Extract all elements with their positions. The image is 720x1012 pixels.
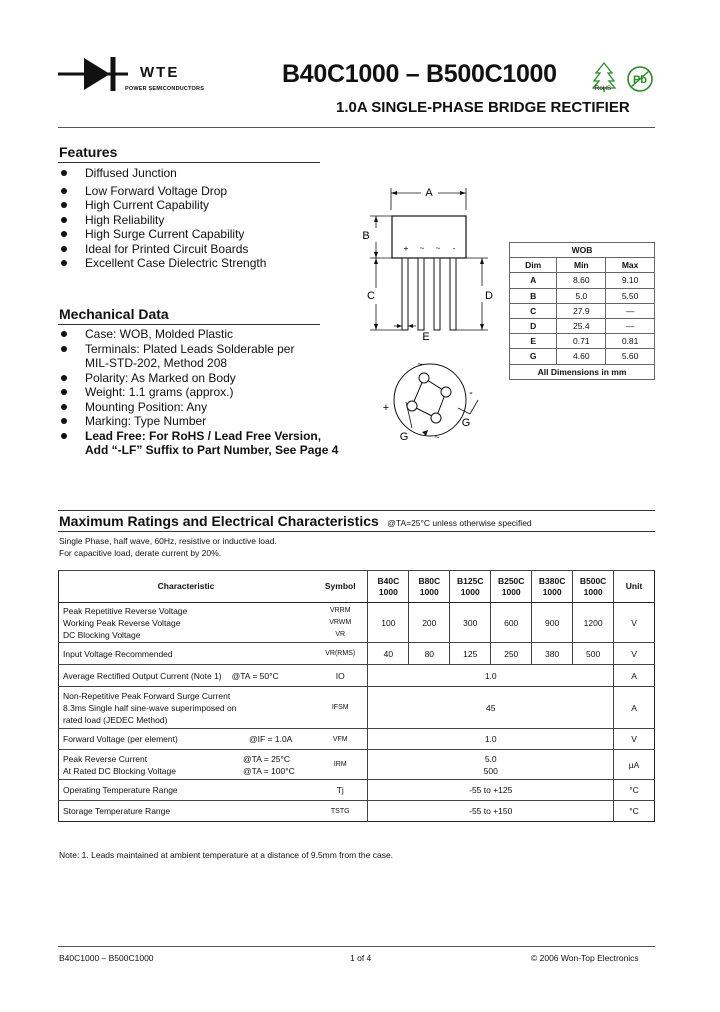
- column-header: B500C 1000: [573, 571, 614, 603]
- pin-mark: ~: [435, 244, 441, 253]
- column-header: B40C 1000: [368, 571, 409, 603]
- list-item: Weight: 1.1 grams (approx.): [59, 385, 338, 400]
- bullet-icon: [61, 217, 67, 223]
- list-item: Add “-LF” Suffix to Part Number, See Page 4: [85, 443, 339, 457]
- column-header: Min: [557, 258, 606, 273]
- column-header: Symbol: [313, 571, 368, 603]
- list-item: High Surge Current Capability: [59, 227, 266, 242]
- table-row: Storage Temperature Range TSTG -55 to +150 °C: [59, 801, 655, 822]
- document-subtitle: 1.0A SINGLE-PHASE BRIDGE RECTIFIER: [336, 99, 630, 116]
- rohs-label: RoHS: [595, 86, 612, 92]
- list-item: Diffused Junction: [59, 166, 266, 181]
- list-item: Polarity: As Marked on Body: [59, 371, 338, 386]
- list-item: High Current Capability: [59, 198, 266, 213]
- ratings-condition: @TA=25°C unless otherwise specified: [387, 518, 532, 528]
- pin-mark: +: [382, 402, 390, 414]
- list-item: Lead Free: For RoHS / Lead Free Version,: [59, 429, 338, 444]
- dim-label-c: C: [367, 290, 375, 302]
- table-row: A 8.60 9.10: [510, 273, 655, 288]
- bullet-icon: [61, 389, 67, 395]
- table-footer: All Dimensions in mm: [510, 364, 655, 379]
- list-item: Case: WOB, Molded Plastic: [59, 327, 338, 342]
- dim-label-g: G: [461, 417, 471, 429]
- bullet-icon: [61, 375, 67, 381]
- pin-mark: +: [403, 244, 409, 253]
- column-header: B380C 1000: [532, 571, 573, 603]
- mechanical-divider: [58, 324, 320, 325]
- bullet-icon: [61, 188, 67, 194]
- mechanical-list: [59, 327, 338, 458]
- table-row: Average Rectified Output Current (Note 1) @TA = 50°C IO 1.0 A: [59, 665, 655, 687]
- table-title: WOB: [510, 243, 655, 258]
- pb-label: Pb: [632, 74, 648, 86]
- footer-divider: [58, 946, 655, 947]
- package-outline-diagram: [356, 180, 506, 340]
- mechanical-heading: Mechanical Data: [59, 306, 169, 322]
- pin-mark: -: [469, 387, 473, 399]
- list-item: Mounting Position: Any: [59, 400, 338, 415]
- ratings-heading: Maximum Ratings and Electrical Characteristics: [59, 513, 379, 529]
- list-item: High Reliability: [59, 213, 266, 228]
- dim-label-b: B: [362, 230, 370, 242]
- table-row: Peak Reverse Current @TA = 25°C At Rated DC Blocking Voltage @TA = 100°C IRM 5.0 500 µA: [59, 750, 655, 780]
- package-bottom-view: [370, 356, 490, 451]
- lead-free-icon: [626, 65, 654, 93]
- dim-label-g: G: [399, 431, 409, 443]
- document-title: B40C1000 – B500C1000: [282, 60, 557, 88]
- pin-mark: ~: [419, 244, 425, 253]
- table-row: G 4.60 5.60: [510, 349, 655, 364]
- footer-page-number: 1 of 4: [350, 953, 372, 963]
- dim-label-d: D: [485, 290, 493, 302]
- bullet-icon: [61, 231, 67, 237]
- bullet-icon: [61, 346, 67, 352]
- table-row: E 0.71 0.81: [510, 334, 655, 349]
- pin-mark: -: [452, 244, 456, 253]
- features-list: [59, 166, 266, 271]
- column-header: B250C 1000: [491, 571, 532, 603]
- footer-part-range: B40C1000 – B500C1000: [59, 953, 154, 963]
- list-item: MIL-STD-202, Method 208: [85, 356, 228, 370]
- table-row: D 25.4 —: [510, 318, 655, 333]
- table-row: C 27.9 —: [510, 303, 655, 318]
- brand-name: WTE: [140, 64, 180, 81]
- table-row: Operating Temperature Range Tj -55 to +125 °C: [59, 780, 655, 801]
- ratings-bottom-divider: [58, 531, 655, 532]
- bullet-icon: [61, 170, 67, 176]
- column-header: Max: [606, 258, 655, 273]
- ratings-top-divider: [58, 510, 655, 511]
- bullet-icon: [61, 202, 67, 208]
- ratings-table: [58, 570, 655, 822]
- column-header: Unit: [614, 571, 655, 603]
- dim-label-a: A: [425, 187, 433, 199]
- bullet-icon: [61, 404, 67, 410]
- header-divider: [58, 127, 655, 128]
- column-header: Characteristic: [59, 571, 314, 603]
- table-row: B 5.0 5.50: [510, 288, 655, 303]
- column-header: B80C 1000: [409, 571, 450, 603]
- column-header: Dim: [510, 258, 557, 273]
- table-row: Peak Repetitive Reverse Voltage Working Peak Reverse Voltage DC Blocking Voltage VRRM VRWM VR 100 200 300 600 900 1200 V: [59, 603, 655, 643]
- dimension-table: [509, 242, 655, 380]
- pin-mark: ~: [417, 359, 423, 369]
- pin-mark: ~: [434, 432, 440, 442]
- ratings-note: For capacitive load, derate current by 20%.: [59, 548, 222, 558]
- column-header: B125C 1000: [450, 571, 491, 603]
- footer-copyright: © 2006 Won-Top Electronics: [531, 953, 639, 963]
- list-item: Excellent Case Dielectric Strength: [59, 256, 266, 271]
- brand-subtitle: POWER SEMICONDUCTORS: [125, 86, 205, 92]
- table-row: Non-Repetitive Peak Forward Surge Current 8.3ms Single half sine-wave superimposed on rated load (JEDEC Method) IFSM 45 A: [59, 687, 655, 729]
- features-heading: Features: [59, 144, 118, 160]
- list-item: Marking: Type Number: [59, 414, 338, 429]
- list-item: Low Forward Voltage Drop: [59, 184, 266, 199]
- list-item: Terminals: Plated Leads Solderable per: [59, 342, 338, 357]
- bullet-icon: [61, 331, 67, 337]
- ratings-header: [59, 513, 532, 531]
- features-divider: [58, 162, 320, 163]
- bullet-icon: [61, 418, 67, 424]
- list-item: Ideal for Printed Circuit Boards: [59, 242, 266, 257]
- ratings-note: Single Phase, half wave, 60Hz, resistive or inductive load.: [59, 536, 277, 546]
- dim-label-e: E: [422, 331, 430, 340]
- bullet-icon: [61, 246, 67, 252]
- bullet-icon: [61, 260, 67, 266]
- table-row: Input Voltage Recommended VR(RMS) 40 80 125 250 380 500 V: [59, 643, 655, 665]
- footnote: Note: 1. Leads maintained at ambient temperature at a distance of 9.5mm from the case.: [59, 850, 394, 860]
- bullet-icon: [61, 433, 67, 439]
- table-row: Forward Voltage (per element) @IF = 1.0A VFM 1.0 V: [59, 729, 655, 750]
